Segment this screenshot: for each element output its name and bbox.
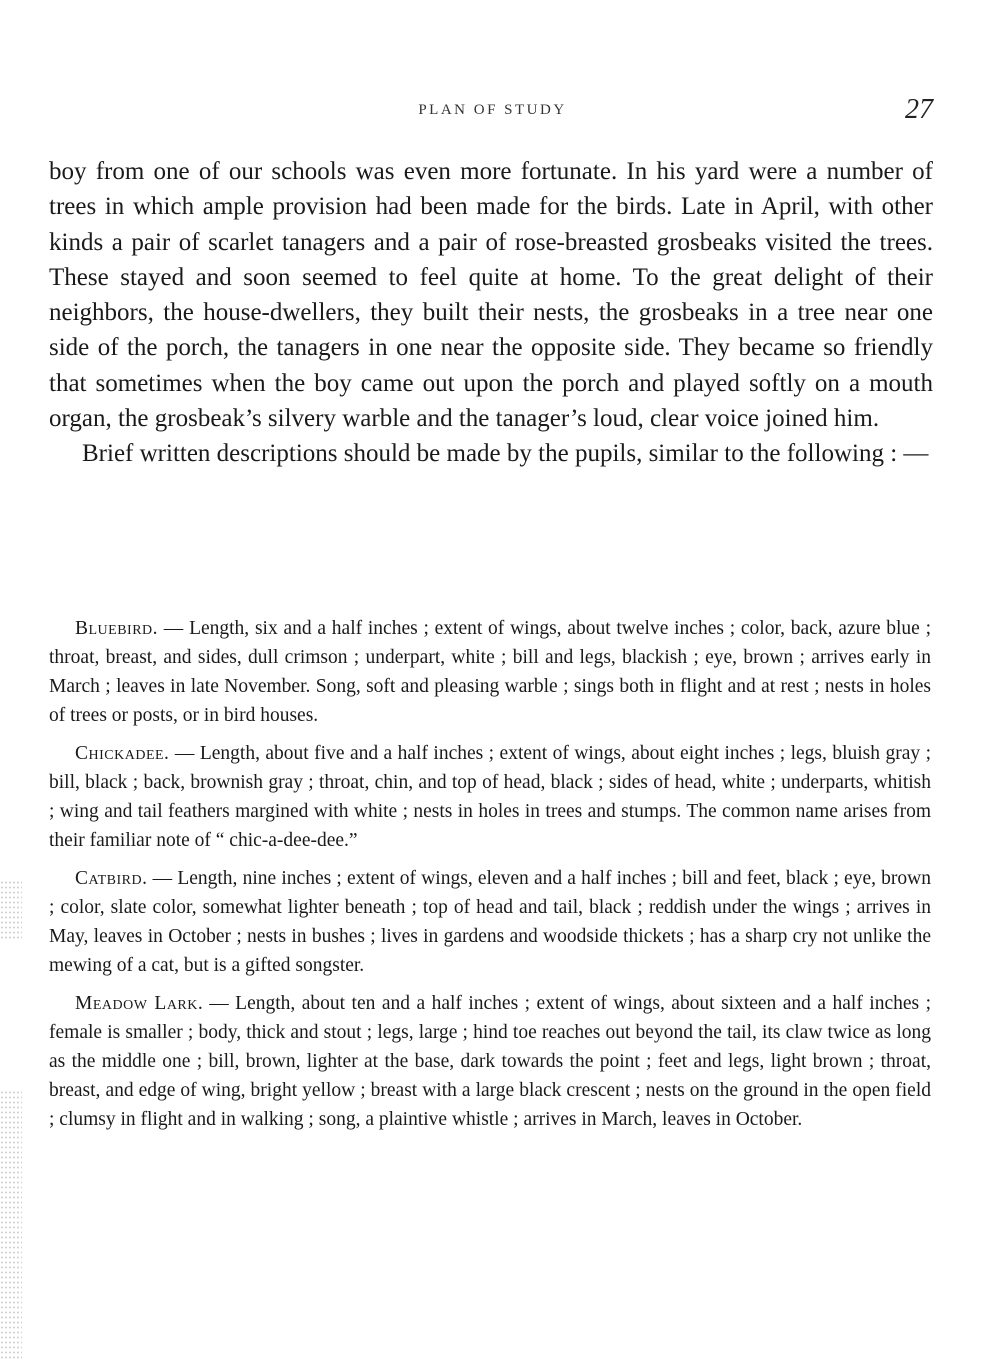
running-head [0, 94, 1001, 130]
bird-name: Catbird. [75, 868, 148, 889]
scan-edge-speckle [0, 880, 22, 940]
description-chickadee [49, 739, 931, 855]
bird-name: Meadow Lark [75, 993, 198, 1014]
page-number: 27 [905, 94, 933, 125]
bird-name: Chickadee. [75, 743, 170, 764]
bird-name: Bluebird. [75, 618, 159, 639]
description-catbird [49, 864, 931, 980]
scan-edge-speckle [0, 1090, 22, 1360]
main-text [49, 154, 933, 472]
paragraph: Brief written descriptions should be made by the pupils, similar to the following : — [82, 440, 929, 468]
description-bluebird [49, 614, 931, 730]
running-title: PLAN OF STUDY [418, 102, 567, 118]
description-text: — Length, six and a half inches ; extent of wings, about twelve inches ; color, back, azure blue ; throat, breast, and sides, dull crimson ; underpart, white ; bill and legs, blackish ; eye, brown ; arrives early in March ; leaves in late November. Song, soft and pleasing warble ; sings both in flight and at rest ; nests in holes of trees or posts, or in bird houses. [49, 618, 931, 726]
description-meadow-lark [49, 989, 931, 1134]
description-text: — Length, nine inches ; extent of wings, eleven and a half inches ; bill and feet, black ; eye, brown ; color, slate color, somewhat lighter beneath ; top of head and tail, black ; reddish under the wings ; arrives in May, leaves in October ; nests in bushes ; lives in gardens and woodside thickets ; has a sharp cry not unlike the mewing of a cat, but is a gifted songster. [49, 868, 931, 976]
paragraph: boy from one of our schools was even more fortunate. In his yard were a number of trees in which ample provision had been made for the birds. Late in April, with other kinds a pair of scarlet tanagers and a pair of rose-breasted grosbeaks visited the trees. These stayed and soon seemed to feel quite at home. To the great delight of their neighbors, the house-dwellers, they built their nests, the grosbeaks in a tree near one side of the porch, the tanagers in one near the opposite side. They became so friendly that sometimes when the boy came out upon the porch and played softly on a mouth organ, the grosbeak’s silvery warble and the tanager’s loud, clear voice joined him. [49, 158, 933, 433]
description-text: . — Length, about ten and a half inches ; extent of wings, about sixteen and a half inches ; female is smaller ; body, thick and stout ; legs, large ; hind toe reaches out beyond the tail, its claw twice as long as the middle one ; bill, brown, lighter at the base, dark towards the point ; feet and legs, light brown ; throat, breast, and edge of wing, bright yellow ; breast with a large black crescent ; nests on the ground in the open field ; clumsy in flight and in walking ; song, a plaintive whistle ; arrives in March, leaves in October. [49, 993, 931, 1130]
description-text: — Length, about five and a half inches ; extent of wings, about eight inches ; legs, bluish gray ; bill, black ; back, brownish gray ; throat, chin, and top of head, black ; sides of head, white ; underparts, whitish ; wing and tail feathers margined with white ; nests in holes in trees and stumps. The common name arises from their familiar note of “ chic-a-dee-dee.” [49, 743, 931, 851]
bird-descriptions [49, 614, 931, 1143]
